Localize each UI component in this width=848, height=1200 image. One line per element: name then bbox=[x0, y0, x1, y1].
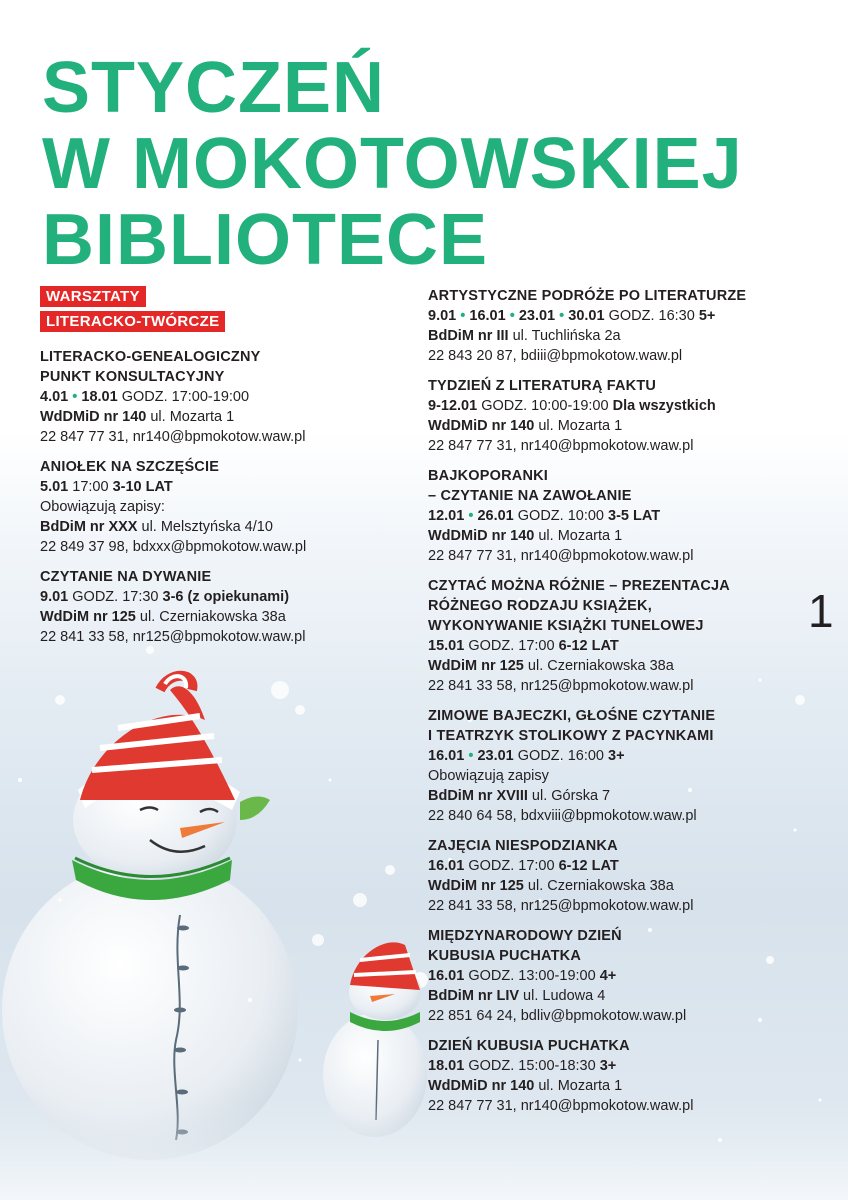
category-badge bbox=[40, 286, 410, 336]
event-title: ANIOŁEK NA SZCZĘŚCIE bbox=[40, 459, 220, 475]
event-date: 16.01 • 23.01 GODZ. 16:00 3+ bbox=[428, 748, 625, 764]
event-venue: BdDiM nr LIV ul. Ludowa 4 bbox=[428, 988, 606, 1004]
event-miedzynarodowy-dzien bbox=[428, 926, 808, 1026]
event-note: Obowiązują zapisy bbox=[428, 768, 549, 784]
event-contact: 22 841 33 58, nr125@bpmokotow.waw.pl bbox=[428, 678, 694, 694]
badge-line-2: LITERACKO-TWÓRCZE bbox=[40, 311, 225, 332]
event-contact: 22 847 77 31, nr140@bpmokotow.waw.pl bbox=[428, 1098, 694, 1114]
event-venue: WdDiM nr 125 ul. Czerniakowska 38a bbox=[428, 878, 674, 894]
event-venue: WdDiM nr 125 ul. Czerniakowska 38a bbox=[428, 658, 674, 674]
event-podroze bbox=[428, 286, 808, 366]
event-contact: 22 843 20 87, bdiii@bpmokotow.waw.pl bbox=[428, 348, 683, 364]
event-title: ZAJĘCIA NIESPODZIANKA bbox=[428, 838, 618, 854]
event-title: LITERACKO-GENEALOGICZNY bbox=[40, 349, 261, 365]
event-contact: 22 841 33 58, nr125@bpmokotow.waw.pl bbox=[40, 629, 306, 645]
event-date: 5.01 17:00 3-10 LAT bbox=[40, 479, 173, 495]
event-title: CZYTAĆ MOŻNA RÓŻNIE – PREZENTACJA bbox=[428, 578, 730, 594]
event-title: MIĘDZYNARODOWY DZIEŃ bbox=[428, 928, 622, 944]
event-date: 18.01 GODZ. 15:00-18:30 3+ bbox=[428, 1058, 617, 1074]
event-date: 16.01 GODZ. 13:00-19:00 4+ bbox=[428, 968, 617, 984]
right-column bbox=[428, 286, 808, 1126]
event-aniolek bbox=[40, 457, 410, 557]
event-venue: BdDiM nr III ul. Tuchlińska 2a bbox=[428, 328, 621, 344]
event-zajecia-niespodzianka bbox=[428, 836, 808, 916]
event-contact: 22 841 33 58, nr125@bpmokotow.waw.pl bbox=[428, 898, 694, 914]
title-line-1: STYCZEŃ bbox=[42, 48, 386, 128]
event-contact: 22 847 77 31, nr140@bpmokotow.waw.pl bbox=[428, 548, 694, 564]
event-title: KUBUSIA PUCHATKA bbox=[428, 948, 582, 964]
event-literatura-faktu bbox=[428, 376, 808, 456]
event-venue: WdDMiD nr 140 ul. Mozarta 1 bbox=[40, 409, 235, 425]
page-title bbox=[42, 50, 743, 278]
event-title: PUNKT KONSULTACYJNY bbox=[40, 369, 225, 385]
event-title: – CZYTANIE NA ZAWOŁANIE bbox=[428, 488, 632, 504]
title-line-2: W MOKOTOWSKIEJ bbox=[42, 124, 743, 204]
event-title: BAJKOPORANKI bbox=[428, 468, 549, 484]
event-date: 9.01 GODZ. 17:30 3-6 (z opiekunami) bbox=[40, 589, 290, 605]
event-contact: 22 847 77 31, nr140@bpmokotow.waw.pl bbox=[40, 429, 306, 445]
event-date: 16.01 GODZ. 17:00 6-12 LAT bbox=[428, 858, 619, 874]
event-venue: BdDiM nr XVIII ul. Górska 7 bbox=[428, 788, 611, 804]
event-venue: WdDMiD nr 140 ul. Mozarta 1 bbox=[428, 418, 623, 434]
big-snowman bbox=[2, 676, 298, 1160]
event-title: ARTYSTYCZNE PODRÓŻE PO LITERATURZE bbox=[428, 288, 747, 304]
event-venue: WdDiM nr 125 ul. Czerniakowska 38a bbox=[40, 609, 286, 625]
event-venue: WdDMiD nr 140 ul. Mozarta 1 bbox=[428, 528, 623, 544]
event-genealogy bbox=[40, 347, 410, 447]
event-date: 9-12.01 GODZ. 10:00-19:00 Dla wszystkich bbox=[428, 398, 716, 414]
event-title: WYKONYWANIE KSIĄŻKI TUNELOWEJ bbox=[428, 618, 704, 634]
event-venue: BdDiM nr XXX ul. Melsztyńska 4/10 bbox=[40, 519, 273, 535]
left-column bbox=[40, 286, 410, 657]
event-title: TYDZIEŃ Z LITERATURĄ FAKTU bbox=[428, 378, 657, 394]
page-number: 1 bbox=[808, 585, 834, 637]
event-date: 4.01 • 18.01 GODZ. 17:00-19:00 bbox=[40, 389, 250, 405]
event-date: 12.01 • 26.01 GODZ. 10:00 3-5 LAT bbox=[428, 508, 661, 524]
event-czytanie-na-dywanie bbox=[40, 567, 410, 647]
event-bajkoporanki bbox=[428, 466, 808, 566]
event-dzien-kubusia bbox=[428, 1036, 808, 1116]
event-contact: 22 840 64 58, bdxviii@bpmokotow.waw.pl bbox=[428, 808, 697, 824]
title-line-3: BIBLIOTECE bbox=[42, 200, 489, 280]
event-date: 15.01 GODZ. 17:00 6-12 LAT bbox=[428, 638, 619, 654]
event-contact: 22 849 37 98, bdxxx@bpmokotow.waw.pl bbox=[40, 539, 307, 555]
event-title: RÓŻNEGO RODZAJU KSIĄŻEK, bbox=[428, 598, 652, 614]
event-note: Obowiązują zapisy: bbox=[40, 499, 165, 515]
event-venue: WdDMiD nr 140 ul. Mozarta 1 bbox=[428, 1078, 623, 1094]
event-title: I TEATRZYK STOLIKOWY Z PACYNKAMI bbox=[428, 728, 714, 744]
badge-line-1: WARSZTATY bbox=[40, 286, 146, 307]
event-title: DZIEŃ KUBUSIA PUCHATKA bbox=[428, 1038, 630, 1054]
event-contact: 22 847 77 31, nr140@bpmokotow.waw.pl bbox=[428, 438, 694, 454]
event-zimowe-bajeczki bbox=[428, 706, 808, 826]
event-title: CZYTANIE NA DYWANIE bbox=[40, 569, 212, 585]
event-czytac-mozna-roznie bbox=[428, 576, 808, 696]
event-contact: 22 851 64 24, bdliv@bpmokotow.waw.pl bbox=[428, 1008, 687, 1024]
event-date: 9.01 • 16.01 • 23.01 • 30.01 GODZ. 16:30 5+ bbox=[428, 308, 716, 324]
event-title: ZIMOWE BAJECZKI, GŁOŚNE CZYTANIE bbox=[428, 708, 716, 724]
